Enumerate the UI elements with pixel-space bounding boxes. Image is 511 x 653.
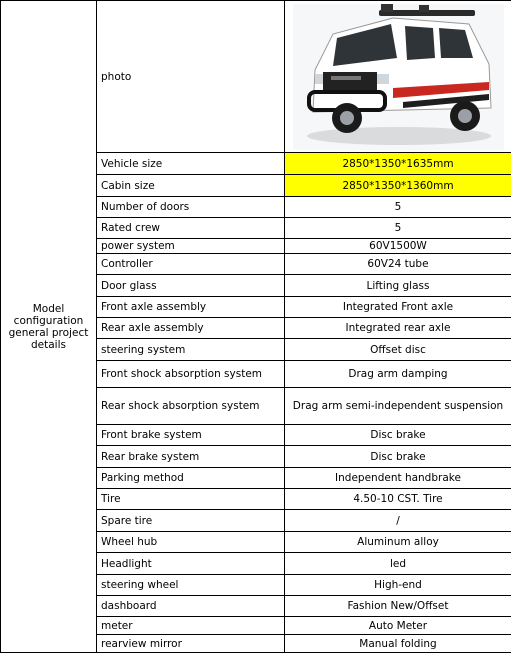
row-value: 5: [285, 218, 511, 239]
row-value: Manual folding: [285, 635, 511, 653]
row-label: Rear brake system: [97, 446, 285, 468]
row-value: Lifting glass: [285, 275, 511, 297]
row-label: Wheel hub: [97, 532, 285, 553]
category-cell: Model configuration general project details: [1, 1, 97, 653]
row-value: Aluminum alloy: [285, 532, 511, 553]
row-label: dashboard: [97, 596, 285, 617]
row-value: Drag arm damping: [285, 361, 511, 388]
row-label: Front axle assembly: [97, 297, 285, 318]
row-value: Offset disc: [285, 339, 511, 361]
row-value: 5: [285, 197, 511, 218]
row-label: power system: [97, 239, 285, 254]
vehicle-photo: [293, 4, 504, 150]
photo-cell: [285, 1, 511, 153]
row-label: Controller: [97, 254, 285, 275]
row-value: 2850*1350*1635mm: [285, 153, 511, 175]
row-label: rearview mirror: [97, 635, 285, 653]
row-label: Spare tire: [97, 510, 285, 532]
row-label: Cabin size: [97, 175, 285, 197]
row-label: photo: [97, 1, 285, 153]
row-value: Disc brake: [285, 446, 511, 468]
row-value: Fashion New/Offset: [285, 596, 511, 617]
row-value: Disc brake: [285, 425, 511, 446]
row-value: Drag arm semi-independent suspension: [285, 388, 511, 425]
row-value: 60V24 tube: [285, 254, 511, 275]
row-label: Headlight: [97, 553, 285, 575]
row-value: 2850*1350*1360mm: [285, 175, 511, 197]
row-label: Rear axle assembly: [97, 318, 285, 339]
row-label: Door glass: [97, 275, 285, 297]
row-label: Rear shock absorption system: [97, 388, 285, 425]
row-value: Integrated Front axle: [285, 297, 511, 318]
row-label: Number of doors: [97, 197, 285, 218]
row-value: High-end: [285, 575, 511, 596]
row-value: /: [285, 510, 511, 532]
row-label: Rated crew: [97, 218, 285, 239]
row-value: led: [285, 553, 511, 575]
row-label: steering system: [97, 339, 285, 361]
row-value: Integrated rear axle: [285, 318, 511, 339]
row-value: 4.50-10 CST. Tire: [285, 489, 511, 510]
row-label: Front brake system: [97, 425, 285, 446]
row-label: meter: [97, 617, 285, 635]
row-value: Auto Meter: [285, 617, 511, 635]
row-label: Front shock absorption system: [97, 361, 285, 388]
row-label: Vehicle size: [97, 153, 285, 175]
table-row: [1, 1, 511, 153]
row-label: Parking method: [97, 468, 285, 489]
row-label: Tire: [97, 489, 285, 510]
row-label: steering wheel: [97, 575, 285, 596]
row-value: Independent handbrake: [285, 468, 511, 489]
row-value: 60V1500W: [285, 239, 511, 254]
